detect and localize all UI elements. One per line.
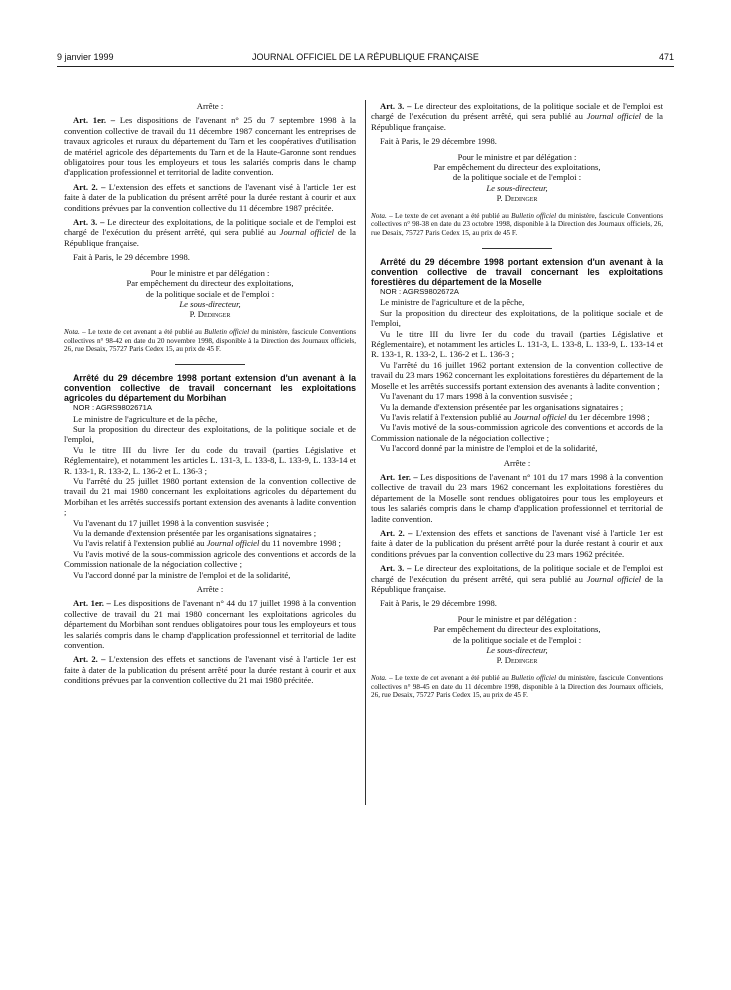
nota-text: – Le texte de cet avenant a été publié au	[389, 673, 509, 682]
article-3	[371, 563, 663, 594]
signatory-name: P. Dedinger	[189, 309, 231, 320]
nota-label: Nota.	[371, 211, 387, 220]
nota-label: Nota.	[64, 327, 80, 336]
visa-line: Vu la demande d'extension présentée par les organisations signataires ;	[380, 401, 624, 412]
signature-line: de la politique sociale et de l'emploi :	[452, 172, 582, 183]
visa-line: Vu l'avis motivé de la sous-commission agricole des conventions et accords de la Commission nationale de la négociation collective ;	[64, 548, 356, 570]
visa-line: Vu le titre III du livre Ier du code du travail (parties Législative et Réglementaire), et notamment les articles L. 131-3, L. 133-8, L. 133-9, L. 133-14 et R. 133-1, R. 133-2, L. 136-2 et L. 136-3 ;	[371, 328, 663, 360]
journal-officiel: Journal officiel	[586, 573, 642, 584]
journal-officiel: Journal officiel	[206, 538, 260, 549]
header-rule	[57, 66, 674, 67]
visa-line: Vu l'arrêté du 25 juillet 1980 portant extension de la convention collective de travail du 21 mai 1980 concernant les exploitations agricoles du département du Morbihan et les arrêtés successifs portant extension des avenants à ladite convention ;	[64, 475, 356, 518]
article-1	[371, 472, 663, 524]
article-text: de la République française.	[64, 227, 356, 248]
nota-text: – Le texte de cet avenant a été publié au	[389, 211, 509, 220]
article-2	[64, 654, 356, 685]
article-3	[64, 217, 356, 248]
nota-note	[64, 328, 356, 354]
fait-a-paris: Fait à Paris, le 29 décembre 1998.	[380, 136, 497, 147]
article-text: Les dispositions de l'avenant n° 25 du 7 septembre 1998 à la convention collective de travail du 11 décembre 1987 concernant les entreprises de travaux agricoles et ruraux du département du Tarn et les coopératives d'utilisation de matériel agricole des départements du Tarn et de la Haute-Garonne sont rendues obligatoires pour tous les employeurs et tous les salariés compris dans le champ d'application professionnel et territorial de ladite convention.	[64, 115, 356, 178]
signature-line: Le sous-directeur,	[486, 182, 548, 193]
nor-reference: NOR : AGRS9802672A	[380, 287, 459, 297]
decree-title: Arrêté du 29 décembre 1998 portant extension d'un avenant à la convention collective de travail concernant les exploitations forestières du département de la Moselle	[371, 257, 663, 288]
article-text: de la République française.	[371, 573, 663, 595]
header-date: 9 janvier 1999	[57, 52, 114, 62]
header-journal-title: JOURNAL OFFICIEL DE LA RÉPUBLIQUE FRANÇAISE	[252, 52, 479, 62]
article-text: Le directeur des exploitations, de la politique sociale et de l'emploi est chargé de l'exécution du présent arrêté, qui sera publié au	[64, 217, 357, 238]
visa-line: Vu l'accord donné par la ministre de l'emploi et de la solidarité,	[380, 443, 598, 454]
visa-line: Le ministre de l'agriculture et de la pêche,	[73, 413, 218, 424]
arrete-label: Arrête :	[196, 101, 224, 111]
nor-reference: NOR : AGRS9802671A	[73, 403, 152, 413]
article-label: Art. 1er. –	[73, 598, 111, 609]
nota-text: – Le texte de cet avenant a été publié au	[82, 327, 202, 336]
visa-line	[64, 538, 356, 548]
visa-line: Sur la proposition du directeur des exploitations, de la politique sociale et de l'emploi,	[64, 423, 356, 445]
nota-text: du ministère, fascicule Conventions collectives n° 98-42 en date du 20 novembre 1998, disponible à la Direction des Journaux officiels, 26, rue Desaix, 75727 Paris Cedex 15, au prix de 45 F.	[64, 327, 357, 354]
fait-a-paris: Fait à Paris, le 29 décembre 1998.	[380, 598, 497, 609]
signature-block	[371, 152, 663, 204]
article-label: Art. 2. –	[73, 181, 106, 192]
signature-block	[371, 614, 663, 666]
column-divider	[365, 100, 366, 805]
signature-line: Par empêchement du directeur des exploitations,	[433, 162, 601, 173]
signature-line: Par empêchement du directeur des exploitations,	[126, 278, 294, 289]
nota-note	[371, 212, 663, 238]
header-page-number: 471	[658, 52, 674, 62]
visa-text: du 11 novembre 1998 ;	[261, 538, 341, 549]
visa-line: Vu l'avis motivé de la sous-commission agricole des conventions et accords de la Commission nationale de la négociation collective ;	[371, 422, 663, 443]
nota-label: Nota.	[371, 673, 387, 682]
article-label: Art. 3. –	[380, 563, 412, 574]
article-label: Art. 2. –	[380, 527, 413, 538]
nota-text: du ministère, fascicule Conventions collectives n° 98-45 en date du 11 décembre 1998, disponible à la Direction des Journaux officiels, 26, rue Desaix, 75727 Paris Cedex 15, au prix de 45 F.	[371, 673, 664, 700]
visa-line: Vu l'arrêté du 16 juillet 1962 portant extension de la convention collective de travail du 23 mars 1962 concernant les exploitations forestières du département de la Moselle et les arrêtés successifs portant extension des avenants à ladite convention ;	[371, 359, 663, 391]
article-1	[64, 598, 356, 650]
article-text: L'extension des effets et sanctions de l'avenant visé à l'article 1er est faite à dater de la publication du présent arrêté pour la durée restant à courir et aux conditions prévues par la convention collective du 11 décembre 1987 précitée.	[64, 181, 356, 213]
signature-line: Par empêchement du directeur des exploitations,	[433, 624, 601, 635]
signature-line: Le sous-directeur,	[179, 298, 241, 309]
signature-line: de la politique sociale et de l'emploi :	[452, 634, 582, 645]
bulletin-officiel: Bulletin officiel	[511, 673, 557, 682]
visa-line: Vu la demande d'extension présentée par les organisations signataires ;	[73, 527, 317, 538]
visa-text: du 1er décembre 1998 ;	[568, 411, 650, 422]
visa-line: Vu l'accord donné par la ministre de l'emploi et de la solidarité,	[73, 569, 291, 580]
signatory-name: P. Dedinger	[496, 193, 538, 204]
journal-officiel: Journal officiel	[586, 111, 642, 122]
signatory-name: P. Dedinger	[496, 655, 538, 666]
article-label: Art. 2. –	[73, 654, 106, 665]
section-separator	[175, 364, 245, 365]
visa-text: Vu l'avis relatif à l'extension publié au	[380, 411, 512, 422]
article-1	[64, 115, 356, 177]
article-label: Art. 1er. –	[73, 115, 116, 126]
right-column	[371, 101, 663, 700]
journal-officiel: Journal officiel	[513, 411, 567, 422]
visa-line: Le ministre de l'agriculture et de la pêche,	[380, 297, 525, 308]
visa-line: Vu l'avenant du 17 juillet 1998 à la convention susvisée ;	[73, 517, 269, 528]
nota-text: du ministère, fascicule Conventions collectives n° 98-38 en date du 23 octobre 1998, disponible à la Direction des Journaux officiels, 26, rue Desaix, 75727 Paris Cedex 15, au prix de 45 F.	[371, 211, 664, 238]
article-2	[371, 528, 663, 559]
signature-line: Pour le ministre et par délégation :	[457, 151, 577, 162]
visa-line	[371, 412, 663, 422]
section-separator	[482, 248, 552, 249]
visa-line: Vu le titre III du livre Ier du code du travail (parties Législative et Réglementaire), et notamment les articles L. 131-3, L. 133-8, L. 133-9, L. 133-14 et R. 133-1, R. 133-2, L. 136-2 et L. 136-3 ;	[64, 444, 356, 476]
signature-line: Pour le ministre et par délégation :	[150, 267, 270, 278]
decree-title: Arrêté du 29 décembre 1998 portant extension d'un avenant à la convention collective de travail concernant les exploitations agricoles du département du Morbihan	[64, 373, 356, 404]
article-text: L'extension des effets et sanctions de l'avenant visé à l'article 1er est faite à dater de la publication du présent arrêté pour la durée restant à courir et aux conditions prévues par la convention collective du 23 mars 1962 précitée.	[371, 527, 663, 559]
signature-line: Le sous-directeur,	[486, 645, 548, 656]
signature-line: Pour le ministre et par délégation :	[457, 613, 577, 624]
article-text: Les dispositions de l'avenant n° 101 du 17 mars 1998 à la convention collective de travail du 23 mars 1962 concernant les exploitations forestières du département de la Moselle sont rendues obligatoires pour tous les employeurs et tous les salariés compris dans le champ d'application professionnel et territorial de ladite convention.	[371, 471, 663, 524]
article-text: Les dispositions de l'avenant n° 44 du 17 juillet 1998 à la convention collective de travail du 21 mai 1980 concernant les exploitations agricoles du département du Morbihan sont rendues obligatoires pour tous les employeurs et tous les salariés compris dans le champ d'application professionnel et territorial de ladite convention.	[64, 598, 356, 651]
arrete-label: Arrête :	[503, 457, 531, 468]
bulletin-officiel: Bulletin officiel	[511, 211, 557, 220]
visa-text: Vu l'avis relatif à l'extension publié au	[73, 538, 205, 549]
arrete-label: Arrête :	[196, 584, 224, 595]
article-2	[64, 182, 356, 213]
article-text: Le directeur des exploitations, de la politique sociale et de l'emploi est chargé de l'exécution du présent arrêté, qui sera publié au	[371, 101, 664, 122]
fait-a-paris: Fait à Paris, le 29 décembre 1998.	[73, 252, 190, 263]
article-text: Le directeur des exploitations, de la politique sociale et de l'emploi est chargé de l'exécution du présent arrêté, qui sera publié au	[371, 563, 664, 584]
signature-block	[64, 268, 356, 320]
article-label: Art. 3. –	[380, 101, 412, 111]
article-label: Art. 1er. –	[380, 471, 418, 482]
article-text: de la République française.	[371, 111, 663, 132]
visa-line: Vu l'avenant du 17 mars 1998 à la convention susvisée ;	[380, 391, 573, 402]
left-column	[64, 101, 356, 686]
visa-line: Sur la proposition du directeur des exploitations, de la politique sociale et de l'emploi,	[371, 307, 663, 329]
article-label: Art. 3. –	[73, 217, 105, 228]
nota-note	[371, 674, 663, 700]
bulletin-officiel: Bulletin officiel	[204, 327, 250, 336]
article-3	[371, 101, 663, 132]
signature-line: de la politique sociale et de l'emploi :	[145, 288, 275, 299]
journal-officiel: Journal officiel	[279, 227, 335, 238]
article-text: L'extension des effets et sanctions de l'avenant visé à l'article 1er est faite à dater de la publication du présent arrêté pour la durée restant à courir et aux conditions prévues par la convention collective du 21 mai 1980 précitée.	[64, 654, 356, 686]
page-header	[57, 52, 674, 66]
